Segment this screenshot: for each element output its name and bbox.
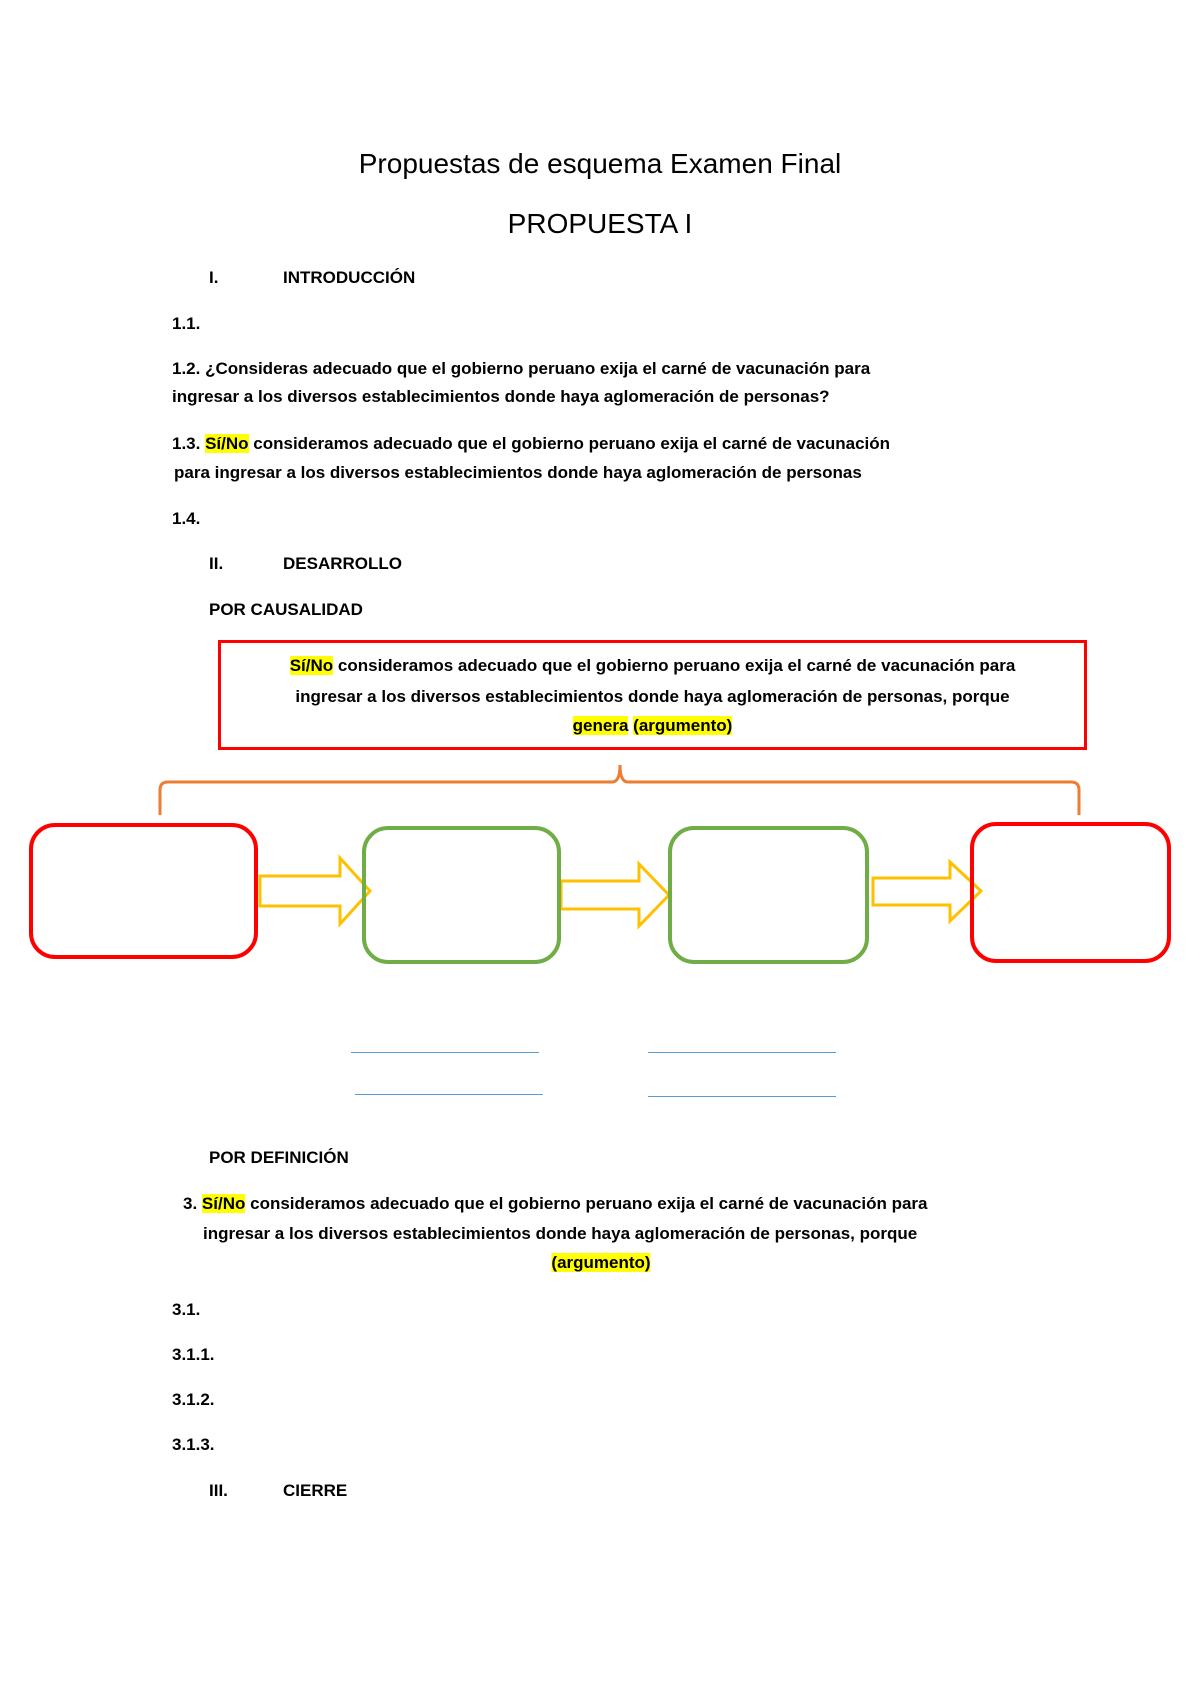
item-3-1-2: 3.1.2. bbox=[172, 1390, 215, 1409]
thesis-genera-highlight: genera bbox=[572, 716, 629, 735]
definition-line1 bbox=[183, 1194, 928, 1214]
sino-highlight: Sí/No bbox=[205, 434, 249, 453]
section-heading-intro: INTRODUCCIÓN bbox=[283, 268, 416, 287]
item-1-4: 1.4. bbox=[172, 509, 201, 528]
section-heading-cierre: CIERRE bbox=[283, 1481, 348, 1500]
page-title: Propuestas de esquema Examen Final bbox=[358, 148, 842, 179]
section-heading-desarrollo: DESARROLLO bbox=[283, 554, 402, 573]
item-1-2-line1: 1.2. ¿Consideras adecuado que el gobierno peruano exija el carné de vacunación para bbox=[172, 359, 871, 378]
page-subtitle: PROPUESTA I bbox=[507, 208, 693, 239]
thesis-argumento-highlight: (argumento) bbox=[633, 716, 733, 735]
item-1-3-text: consideramos adecuado que el gobierno peruano exija el carné de vacunación bbox=[253, 434, 891, 453]
item-3-1-1: 3.1.1. bbox=[172, 1345, 215, 1364]
blank-line-2 bbox=[648, 1052, 836, 1053]
heading-por-definicion: POR DEFINICIÓN bbox=[209, 1148, 349, 1167]
arrow-1 bbox=[260, 858, 370, 924]
flow-box-1 bbox=[29, 823, 258, 959]
definition-argumento-highlight: (argumento) bbox=[551, 1253, 651, 1272]
definition-line3 bbox=[551, 1253, 650, 1273]
section-numeral-1: I. bbox=[209, 268, 219, 287]
arrow-3 bbox=[873, 862, 981, 921]
flow-box-3 bbox=[668, 826, 869, 964]
section-numeral-2: II. bbox=[209, 554, 224, 573]
definition-line2: ingresar a los diversos establecimientos donde haya aglomeración de personas, porque bbox=[203, 1224, 918, 1243]
item-1-3-line2: para ingresar a los diversos establecimientos donde haya aglomeración de personas bbox=[174, 463, 862, 482]
item-1-2-line2: ingresar a los diversos establecimientos donde haya aglomeración de personas? bbox=[172, 387, 830, 406]
thesis-text: consideramos adecuado que el gobierno peruano exija el carné de vacunación para bbox=[337, 656, 1016, 675]
definition-sino-highlight: Sí/No bbox=[201, 1194, 246, 1213]
section-numeral-3: III. bbox=[209, 1481, 228, 1500]
blank-line-1 bbox=[351, 1052, 539, 1053]
thesis-sino-highlight: Sí/No bbox=[289, 656, 334, 675]
arrow-2 bbox=[561, 864, 669, 926]
thesis-line2: ingresar a los diversos establecimientos donde haya aglomeración de personas, porque bbox=[295, 687, 1010, 706]
definition-text: consideramos adecuado que el gobierno peruano exija el carné de vacunación para bbox=[250, 1194, 928, 1213]
item-3-1-3: 3.1.3. bbox=[172, 1435, 215, 1454]
orange-bracket bbox=[160, 765, 1079, 815]
flow-box-4 bbox=[970, 822, 1171, 963]
item-3-1: 3.1. bbox=[172, 1300, 201, 1319]
definition-number: 3. bbox=[183, 1194, 198, 1213]
item-1-1: 1.1. bbox=[172, 314, 201, 333]
flow-box-2 bbox=[362, 826, 561, 964]
blank-line-4 bbox=[648, 1096, 836, 1097]
item-1-3-number: 1.3. bbox=[172, 434, 201, 453]
blank-line-3 bbox=[355, 1094, 543, 1095]
heading-por-causalidad: POR CAUSALIDAD bbox=[209, 600, 363, 619]
